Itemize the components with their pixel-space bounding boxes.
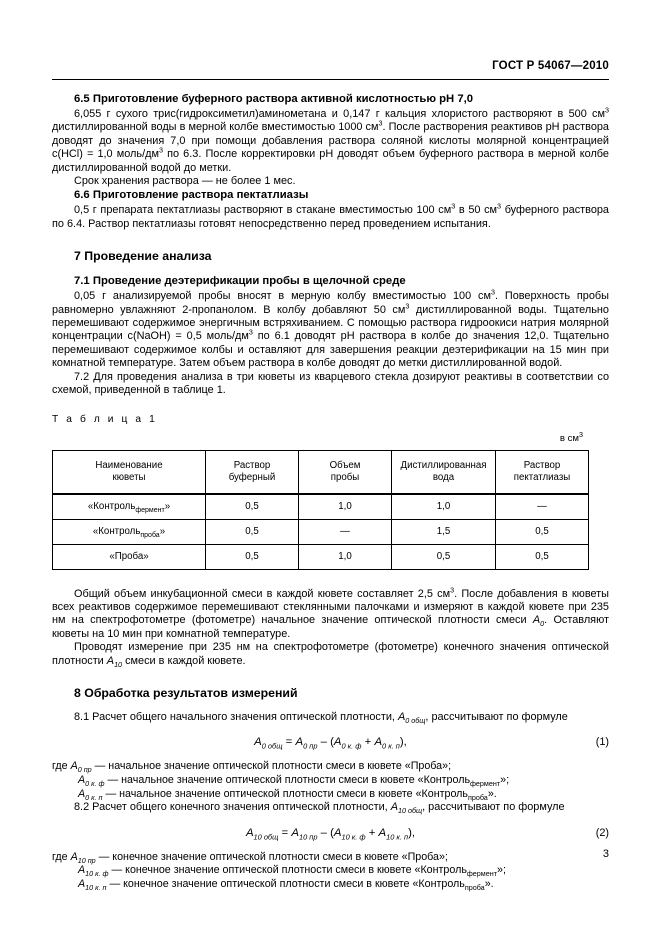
table-row [53,519,589,544]
running-header: ГОСТ Р 54067—2010 [492,60,609,72]
variable-a10-total [390,801,423,816]
text-run: . Поверхность пробы равномерно увлажняют 2-пропанолом. В колбу добавляют 50 см [52,290,609,316]
superscript-cube: 3 [158,145,163,155]
text-run: 0,05 г анализируемой пробы вносят в мерную колбу вместимостью 100 см [74,290,491,303]
column-header-cuvette-name [53,450,206,494]
text-run: дистиллированной воды в мерной колбе вместимостью 1000 см [52,121,379,134]
text-run: — начальное значение оптической плотности смеси в кювете «Проба»; [91,760,452,773]
text-run: по 6.1 доводят pH раствора в колбе до значения 12,0. Тщательно перемешивают содержимое колбы и оставляют для завершения реакции деэтерификации на 15 мин при комнатной температуре. Затем объем раствора в колбе доводят до метки дистиллированной водой. [52,330,609,370]
text-run: A [291,826,299,839]
subscript-run: фермент [466,869,497,879]
subscript-run: 0 к. ф [85,779,105,789]
text-run: — конечное значение оптической плотности смеси в кювете «Контроль [108,864,467,877]
text-run: — конечное значение оптической плотности смеси в кювете «Проба»; [95,850,448,863]
text-run: — начальное значение оптической плотности смеси в кювете «Контроль [102,787,468,800]
variable-a0-kp [78,788,102,800]
text-run: » [159,526,166,537]
formula-2-number: (2) [595,826,609,839]
header-line-1: Раствор [233,459,271,471]
text-run: . После добавления в кюветы всех реактивов содержимое перемешивают стеклянными палочками и измеряют в каждой кювете при 235 нм на спектрофотометре (фотометре) начальное значение оптической плотности смеси [52,587,609,627]
subscript-run: проба [467,792,488,802]
document-body [52,92,609,891]
subscript-run: 10 к. ф [85,869,109,879]
cell-sample-volume: 1,0 [299,544,392,569]
table-row [53,544,589,569]
text-run: A [106,654,115,667]
text-run: A [70,850,78,863]
superscript-cube: 3 [248,327,253,337]
superscript-cube: 3 [450,584,455,594]
text-run: — начальное значение оптической плотности смеси в кювете «Контроль [104,773,471,786]
text-run: в см [559,432,579,444]
text-run: A [78,773,86,786]
definition-a0-kf [52,774,609,788]
superscript-cube: 3 [405,301,410,311]
superscript-cube: 3 [451,201,456,211]
text-run: ». [487,787,497,800]
text-run: 8.2 Расчет общего конечного значения оптической плотности, [74,801,391,814]
text-run: = [282,736,296,749]
text-run: Проводят измерение при 235 нм на спектрофотометре (фотометре) конечного значения оптической плотности [52,641,609,667]
text-run: — конечное значение оптической плотности смеси в кювете «Контроль [106,877,465,890]
text-run: A [70,760,78,773]
subscript-run: 10 пр [77,855,96,865]
paragraph-8-2 [52,801,609,814]
subscript-run: 0 к. п [382,741,400,751]
column-header-pectate-lyase [496,450,589,494]
variable-a0 [532,614,545,629]
formula-2 [246,827,415,839]
text-run: – ( [317,826,334,839]
text-run: + [361,736,375,749]
table-units-label [52,429,609,444]
cell-sample-volume: 1,0 [299,494,392,520]
superscript-cube: 3 [579,429,583,439]
text-run: 8.1 Расчет общего начального значения оптической плотности, [74,710,398,723]
text-run: «Контроль [92,526,141,537]
header-line-1: Раствор [523,459,561,471]
text-run: , рассчитывают по формуле [422,801,565,814]
text-run: – ( [317,736,334,749]
header-line-1: Наименование [95,459,163,471]
paragraph-after-table-1 [52,584,609,642]
text-run: A [532,614,541,627]
subscript-run: 10 к. п [85,882,107,892]
heading-6-6: 6.6 Приготовление раствора пектатлиазы [74,189,309,202]
formula-1 [254,736,407,751]
subscript-run: 0 [540,619,545,629]
text-run: A [378,826,387,839]
paragraph-after-table-2 [52,641,609,668]
subscript-run: проба [140,531,160,539]
cell-cuvette-name [53,494,206,520]
text-run: ), [408,826,416,839]
subscript-run: 10 пр [298,831,318,841]
text-run: + [365,826,379,839]
header-line-2: буферный [228,471,276,483]
superscript-cube: 3 [378,118,383,128]
column-header-sample-volume [299,450,392,494]
text-run: » [164,501,171,512]
text-run: дистиллированной воды. Тщательно перемешивают содержимое энергичным встряхиванием. С помощью раствора гидроокиси натрия молярной концентрации c(NaOH) = 0,5 моль/дм [52,303,609,343]
definition-a0-kp [52,788,609,802]
text-run: где [52,760,71,773]
subscript-run: проба [464,882,485,892]
header-line-2: кюветы [112,471,146,483]
text-run: A [397,710,406,723]
page-number: 3 [602,848,609,860]
text-run: . После растворения реактивов pH раствора доводят до значения 7,0 при помощи добавления раствора соляной кислоты молярной концентрацией c(HCl) = 1,0 моль/дм [52,121,609,161]
cell-buffer: 0,5 [206,494,299,520]
subscript-run: 10 [114,659,123,669]
paragraph-6-5-1 [52,105,609,175]
cell-pectate-lyase: — [496,494,589,520]
cell-cuvette-name [53,544,206,569]
column-header-distilled-water [392,450,496,494]
formula-1-row [52,736,609,751]
text-run: «Проба» [109,551,149,562]
text-run: . Оставляют кюветы на 10 мин при комнатной температуре. [52,614,609,640]
cell-distilled-water: 1,5 [392,519,496,544]
subscript-run: 0 общ [261,741,283,751]
text-run: 6,055 г сухого трис(гидроксиметил)аминометана и 0,147 г кальция хлористого растворяют в 500 см [74,108,605,120]
text-run: A [374,736,383,749]
text-run: ». [484,877,494,890]
subscript-run: фермент [470,779,501,789]
variable-a10 [107,655,122,667]
subscript-run: 10 общ [253,831,279,841]
formula-1-number: (1) [595,736,609,749]
heading-7: 7 Проведение анализа [74,249,212,264]
column-header-buffer-solution [206,450,299,494]
text-run: »; [500,773,510,786]
text-run: »; [497,864,506,877]
definition-a0-pr [52,760,609,774]
text-run: Общий объем инкубационной смеси в каждой кювете составляет 2,5 см [74,587,451,600]
definition-a10-kp [52,878,609,892]
text-run: A [78,864,86,877]
cell-pectate-lyase: 0,5 [496,519,589,544]
header-line-2: пектатлиазы [513,471,571,483]
cell-sample-volume: — [299,519,392,544]
subscript-run: 0 пр [303,741,318,751]
cell-buffer: 0,5 [206,544,299,569]
definition-a10-kf [52,864,609,878]
text-run: A [333,736,342,749]
text-run: , рассчитывают по формуле [425,710,568,723]
paragraph-7-2: 7.2 Для проведения анализа в три кюветы из кварцевого стекла дозируют реактивы в соответствии со схемой, приведенной в таблице 1. [52,370,609,397]
subscript-run: 0 к. ф [341,741,362,751]
paragraph-6-6-1 [52,201,609,231]
text-run: A [78,877,86,890]
superscript-cube: 3 [490,287,495,297]
paragraph-7-1-1 [52,287,609,370]
paragraph-8-1 [52,711,609,724]
header-line-1: Дистиллированная [400,459,487,471]
heading-8: 8 Обработка результатов измерений [74,685,298,700]
subscript-run: 10 общ [397,806,423,816]
paragraph-6-5-2: Срок хранения раствора — не более 1 мес. [74,175,296,188]
text-run: 0,5 г препарата пектатлиазы растворяют в стакане вместимостью 100 см [74,204,452,217]
superscript-cube: 3 [605,105,609,115]
cell-distilled-water: 1,0 [392,494,496,520]
text-run: A [390,801,398,814]
subscript-run: 0 общ [405,716,426,726]
variable-a10-kf [78,864,109,879]
text-run: A [333,826,342,839]
variable-a0-pr [70,760,92,775]
superscript-cube: 3 [497,201,502,211]
variable-a0-total [397,710,426,726]
text-run: A [245,826,254,839]
cell-cuvette-name [53,519,206,544]
formula-2-row [52,827,609,839]
header-line-1: Объем [329,459,361,471]
subscript-run: 0 к. п [85,792,103,802]
header-line-2: вода [432,471,455,483]
text-run: A [295,736,304,749]
cell-pectate-lyase: 0,5 [496,544,589,569]
cell-buffer: 0,5 [206,519,299,544]
table-row [53,494,589,520]
variable-a10-kp [78,878,106,890]
text-run: буферного раствора по 6.4. Раствор пектатлиазы готовят непосредственно перед проведением испытания. [52,204,609,230]
reagent-scheme-table [52,450,589,570]
header-divider [52,79,609,80]
text-run: по 6.3. После корректировки pH доводят объем буферного раствора в мерной колбе дистиллированной водой до метки. [52,148,609,174]
heading-6-5: 6.5 Приготовление буферного раствора активной кислотностью pH 7,0 [74,93,474,105]
text-run: где [52,850,71,863]
text-run: в 50 см [455,204,498,217]
table-header-row [53,450,589,494]
header-line-2: пробы [330,471,360,483]
subscript-run: фермент [135,506,165,514]
cell-distilled-water: 0,5 [392,544,496,569]
table-caption: Т а б л и ц а 1 [52,413,158,425]
subscript-run: 10 к. ф [341,831,366,841]
heading-7-1: 7.1 Проведение деэтерификации пробы в щелочной среде [74,275,406,288]
text-run: = [278,826,292,839]
variable-a0-kf [78,773,105,789]
text-run: смеси в каждой кювете. [122,654,246,667]
text-run: A [78,787,86,800]
text-run: «Контроль [87,501,136,512]
text-run: A [254,736,262,749]
text-run: ), [399,736,407,749]
subscript-run: 0 пр [77,765,92,775]
subscript-run: 10 к. п [386,831,409,841]
